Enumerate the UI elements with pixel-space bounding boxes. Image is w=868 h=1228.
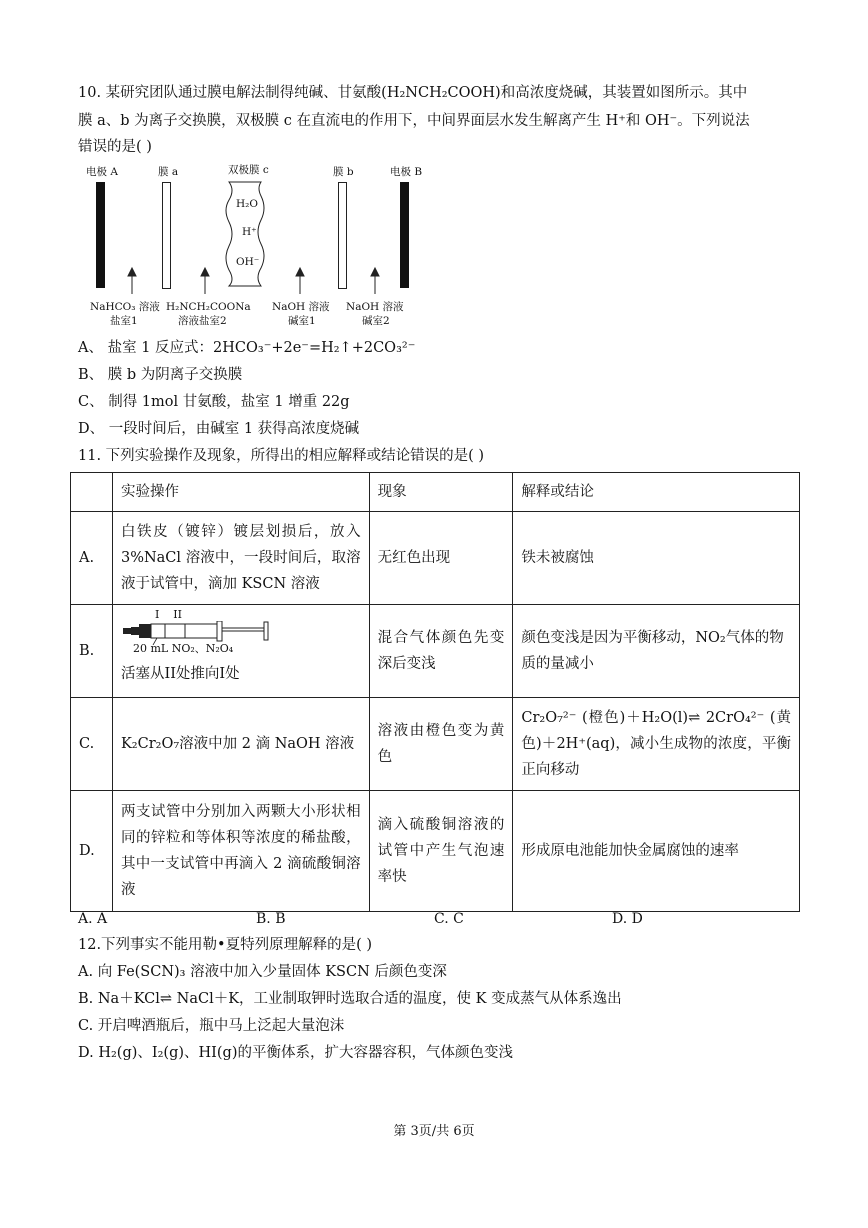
operation-text: 活塞从II处推向I处 [120, 666, 240, 682]
oh-minus-label: OH⁻ [236, 256, 260, 268]
conclusion-cell: 形成原电池能加快金属腐蚀的速率 [513, 791, 800, 912]
row-label: D. [71, 791, 113, 912]
table-row [71, 698, 800, 791]
q12-option-b: B. Na＋KCl⇌ NaCl＋K，工业制取钾时选取合适的温度，使 K 变成蒸气从体系逸出 [78, 991, 622, 1007]
q12-option-c: C. 开启啤酒瓶后，瓶中马上泛起大量泡沫 [78, 1018, 345, 1034]
h-plus-label: H⁺ [242, 226, 257, 238]
table-row [71, 791, 800, 912]
h2o-label: H₂O [236, 198, 258, 210]
q11-answer-a: A. A [78, 911, 108, 927]
table-header-cell [71, 473, 113, 512]
q10-option-a: A、 盐室 1 反应式：2HCO₃⁻+2e⁻=H₂↑+2CO₃²⁻ [78, 340, 416, 356]
room1-solution-label: NaHCO₃ 溶液 [90, 301, 160, 313]
electrolysis-diagram [80, 162, 440, 332]
operation-cell: K₂Cr₂O₇溶液中加 2 滴 NaOH 溶液 [112, 698, 369, 791]
syringe-figure [121, 608, 361, 661]
phenomenon-cell: 溶液由橙色变为黄色 [369, 698, 513, 791]
q12-option-d: D. H₂(g)、I₂(g)、HI(g)的平衡体系，扩大容器容积，气体颜色变浅 [78, 1045, 513, 1061]
q11-answer-d: D. D [612, 911, 643, 927]
row-label: C. [71, 698, 113, 791]
room4-name-label: 碱室2 [362, 315, 390, 327]
bipolar-membrane-label: 双极膜 c [228, 164, 269, 176]
row-label: A. [71, 512, 113, 605]
syringe-gas-label: 20 mL NO₂、N₂O₄ [132, 642, 234, 655]
table-header-cell: 解释或结论 [513, 473, 800, 512]
conclusion-cell: Cr₂O₇²⁻ (橙色)＋H₂O(l)⇌ 2CrO₄²⁻ (黄色)＋2H⁺(aq)，减小生成物的浓度，平衡正向移动 [513, 698, 800, 791]
row-label: B. [71, 605, 113, 698]
q12-stem: 12.下列事实不能用勒•夏特列原理解释的是( ) [78, 937, 373, 953]
table-header-cell: 实验操作 [112, 473, 369, 512]
room3-name-label: 碱室1 [288, 315, 316, 327]
syringe-mark-labels: I II [154, 608, 182, 621]
q11-answer-b: B. B [256, 911, 286, 927]
room2-solution-label: H₂NCH₂COONa [166, 301, 251, 313]
conclusion-cell: 铁未被腐蚀 [513, 512, 800, 605]
room4-solution-label: NaOH 溶液 [346, 301, 404, 313]
q10-option-b: B、 膜 b 为阴离子交换膜 [78, 367, 243, 383]
electrode-b-label: 电极 B [390, 166, 423, 178]
electrode-a-label: 电极 A [86, 166, 118, 178]
q11-stem: 11. 下列实验操作及现象，所得出的相应解释或结论错误的是( ) [78, 448, 485, 464]
page-footer: 第 3页/共 6页 [393, 1124, 475, 1139]
q11-table [70, 472, 800, 912]
phenomenon-cell: 混合气体颜色先变深后变浅 [369, 605, 513, 698]
q10-stem-line2: 膜 a、b 为离子交换膜，双极膜 c 在直流电的作用下，中间界面层水发生解离产生 H⁺和 OH⁻。下列说法 [78, 113, 750, 129]
operation-cell: 白铁皮（镀锌）镀层划损后，放入3%NaCl 溶液中，一段时间后，取溶液于试管中，滴加 KSCN 溶液 [112, 512, 369, 605]
q10-stem-line3: 错误的是( ) [78, 139, 152, 155]
inflow-arrows [80, 266, 440, 296]
room1-name-label: 盐室1 [110, 315, 138, 327]
membrane-a-label: 膜 a [158, 166, 179, 178]
table-row [71, 512, 800, 605]
room3-solution-label: NaOH 溶液 [272, 301, 330, 313]
q12-option-a: A. 向 Fe(SCN)₃ 溶液中加入少量固体 KSCN 后颜色变深 [78, 964, 447, 980]
q10-option-c: C、 制得 1mol 甘氨酸，盐室 1 增重 22g [78, 394, 350, 410]
membrane-b-label: 膜 b [333, 166, 354, 178]
table-row [71, 605, 800, 698]
q10-stem-line1: 10. 某研究团队通过膜电解法制得纯碱、甘氨酸(H₂NCH₂COOH)和高浓度烧碱，其装置如图所示。其中 [78, 85, 748, 101]
table-header-cell: 现象 [369, 473, 513, 512]
room2-name-label: 溶液盐室2 [178, 315, 227, 327]
operation-cell [112, 605, 369, 698]
operation-cell: 两支试管中分别加入两颗大小形状相同的锌粒和等体积等浓度的稀盐酸，其中一支试管中再滴入 2 滴硫酸铜溶液 [112, 791, 369, 912]
phenomenon-cell: 滴入硫酸铜溶液的试管中产生气泡速率快 [369, 791, 513, 912]
table-header-row [71, 473, 800, 512]
q10-option-d: D、 一段时间后，由碱室 1 获得高浓度烧碱 [78, 421, 360, 437]
phenomenon-cell: 无红色出现 [369, 512, 513, 605]
q11-answer-c: C. C [434, 911, 464, 927]
conclusion-cell: 颜色变浅是因为平衡移动，NO₂气体的物质的量减小 [513, 605, 800, 698]
